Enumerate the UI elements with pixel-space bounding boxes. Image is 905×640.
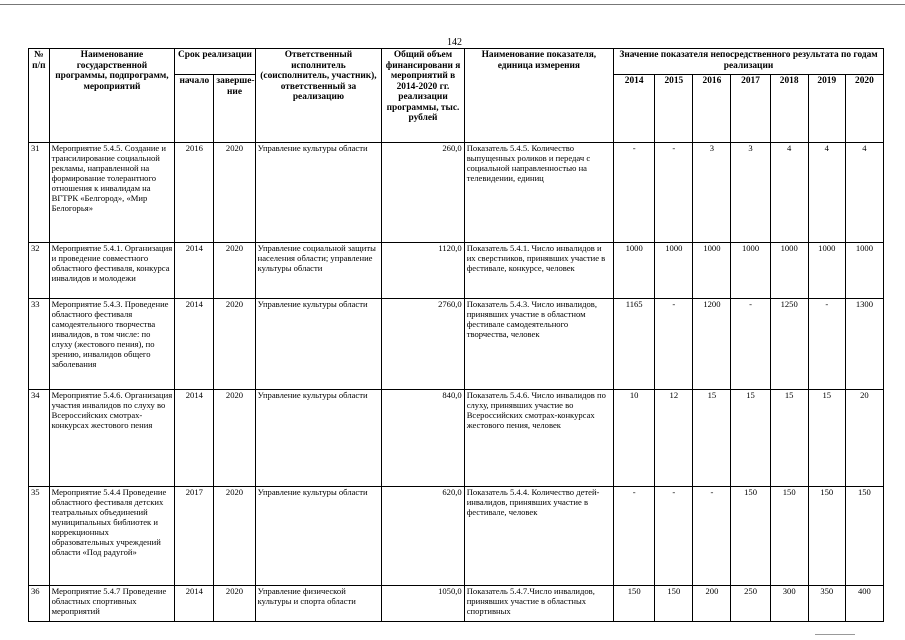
header-year: 2015 bbox=[655, 75, 693, 143]
header-num: № п/п bbox=[29, 49, 50, 143]
row-value: 4 bbox=[845, 143, 883, 243]
row-value: 150 bbox=[731, 487, 770, 586]
row-value: 15 bbox=[770, 390, 808, 487]
row-value: 15 bbox=[693, 390, 731, 487]
row-value: 200 bbox=[693, 586, 731, 622]
row-value: 1000 bbox=[614, 243, 655, 299]
row-executor: Управление физической культуры и спорта области bbox=[255, 586, 382, 622]
row-value: 20 bbox=[845, 390, 883, 487]
row-value: - bbox=[731, 299, 770, 390]
row-value: 1200 bbox=[693, 299, 731, 390]
header-year: 2018 bbox=[770, 75, 808, 143]
row-value: 15 bbox=[731, 390, 770, 487]
table-row bbox=[29, 299, 884, 390]
row-indicator: Показатель 5.4.1. Число инвалидов и их сверстников, принявших участие в фестивале, конкурсе, человек bbox=[464, 243, 613, 299]
header-budget: Общий объем финансировани я мероприятий в 2014-2020 гг. реализации программы, тыс. рублей bbox=[382, 49, 464, 143]
table-row bbox=[29, 586, 884, 622]
row-value: - bbox=[655, 487, 693, 586]
row-num: 34 bbox=[29, 390, 50, 487]
row-budget: 840,0 bbox=[382, 390, 464, 487]
row-value: - bbox=[614, 143, 655, 243]
row-value: 1000 bbox=[731, 243, 770, 299]
row-value: - bbox=[808, 299, 845, 390]
table-row bbox=[29, 143, 884, 243]
row-end: 2020 bbox=[214, 487, 255, 586]
table-row bbox=[29, 243, 884, 299]
row-value: 150 bbox=[770, 487, 808, 586]
row-value: 1250 bbox=[770, 299, 808, 390]
row-indicator: Показатель 5.4.6. Число инвалидов по слуху, принявших участие во Всероссийских смотрах-конкурсах жестового пения, человек bbox=[464, 390, 613, 487]
scan-bottom-mark bbox=[815, 634, 855, 635]
row-name: Мероприятие 5.4.3. Проведение областного фестиваля самодеятельного творчества инвалидов, в том числе: по слуху (жестового пения), по зрению, инвалидов общего заболевания bbox=[49, 299, 175, 390]
row-value: 4 bbox=[808, 143, 845, 243]
row-value: 3 bbox=[731, 143, 770, 243]
row-value: 150 bbox=[845, 487, 883, 586]
row-value: 150 bbox=[808, 487, 845, 586]
row-indicator: Показатель 5.4.5. Количество выпущенных роликов и передач с социальной направленностью на телевидении, единиц bbox=[464, 143, 613, 243]
program-table bbox=[28, 48, 884, 622]
row-value: 1000 bbox=[808, 243, 845, 299]
row-name: Мероприятие 5.4.4 Проведение областного фестиваля детских театральных объединений муниципальных библиотек и коррекционных образовательных учреждений области «Под радугой» bbox=[49, 487, 175, 586]
row-value: - bbox=[655, 143, 693, 243]
row-budget: 260,0 bbox=[382, 143, 464, 243]
row-name: Мероприятие 5.4.6. Организация участия инвалидов по слуху во Всероссийских смотрах-конкурсах жестового пения bbox=[49, 390, 175, 487]
row-num: 32 bbox=[29, 243, 50, 299]
row-start: 2016 bbox=[175, 143, 214, 243]
row-value: - bbox=[655, 299, 693, 390]
page-number: 142 bbox=[447, 37, 462, 48]
row-name: Мероприятие 5.4.7 Проведение областных спортивных мероприятий bbox=[49, 586, 175, 622]
row-end: 2020 bbox=[214, 586, 255, 622]
row-value: 1000 bbox=[655, 243, 693, 299]
row-num: 36 bbox=[29, 586, 50, 622]
row-value: 1300 bbox=[845, 299, 883, 390]
row-indicator: Показатель 5.4.7.Число инвалидов, принявших участие в областных спортивных bbox=[464, 586, 613, 622]
row-num: 31 bbox=[29, 143, 50, 243]
row-start: 2014 bbox=[175, 299, 214, 390]
header-term: Срок реализации bbox=[175, 49, 255, 75]
row-start: 2014 bbox=[175, 243, 214, 299]
row-budget: 1120,0 bbox=[382, 243, 464, 299]
row-executor: Управление культуры области bbox=[255, 299, 382, 390]
header-year: 2020 bbox=[845, 75, 883, 143]
row-value: 15 bbox=[808, 390, 845, 487]
row-start: 2014 bbox=[175, 586, 214, 622]
row-indicator: Показатель 5.4.3. Число инвалидов, принявших участие в областном фестивале самодеятельного творчества, человек bbox=[464, 299, 613, 390]
row-value: 3 bbox=[693, 143, 731, 243]
row-name: Мероприятие 5.4.1. Организация и проведение совместного областного фестиваля, конкурса инвалидов и молодежи bbox=[49, 243, 175, 299]
header-year: 2017 bbox=[731, 75, 770, 143]
row-value: 1000 bbox=[845, 243, 883, 299]
row-name: Мероприятие 5.4.5. Создание и трансилирование социальной рекламы, направленной на формирование толерантного отношения к инвалидам на ВГТРК «Белгород», «Мир Белогорья» bbox=[49, 143, 175, 243]
header-name: Наименование государственной программы, подпрограмм, мероприятий bbox=[49, 49, 175, 143]
row-indicator: Показатель 5.4.4. Количество детей-инвалидов, принявших участие в фестивале, человек bbox=[464, 487, 613, 586]
row-value: 300 bbox=[770, 586, 808, 622]
header-values-title: Значение показателя непосредственного результата по годам реализации bbox=[614, 49, 884, 75]
row-end: 2020 bbox=[214, 390, 255, 487]
row-value: 10 bbox=[614, 390, 655, 487]
row-budget: 1050,0 bbox=[382, 586, 464, 622]
row-value: 1000 bbox=[693, 243, 731, 299]
header-year: 2019 bbox=[808, 75, 845, 143]
row-end: 2020 bbox=[214, 243, 255, 299]
row-end: 2020 bbox=[214, 299, 255, 390]
row-executor: Управление социальной защиты населения области; управление культуры области bbox=[255, 243, 382, 299]
row-num: 35 bbox=[29, 487, 50, 586]
scan-top-edge bbox=[0, 4, 905, 5]
row-executor: Управление культуры области bbox=[255, 487, 382, 586]
header-end: заверше-ние bbox=[214, 75, 255, 143]
header-year: 2016 bbox=[693, 75, 731, 143]
row-value: 150 bbox=[614, 586, 655, 622]
row-value: - bbox=[693, 487, 731, 586]
row-value: 1165 bbox=[614, 299, 655, 390]
row-num: 33 bbox=[29, 299, 50, 390]
header-start: начало bbox=[175, 75, 214, 143]
row-value: 150 bbox=[655, 586, 693, 622]
table-row bbox=[29, 390, 884, 487]
header-executor: Ответственный исполнитель (соисполнитель, участник), ответственный за реализацию bbox=[255, 49, 382, 143]
row-value: 400 bbox=[845, 586, 883, 622]
row-start: 2014 bbox=[175, 390, 214, 487]
row-value: 4 bbox=[770, 143, 808, 243]
row-end: 2020 bbox=[214, 143, 255, 243]
table-row bbox=[29, 487, 884, 586]
header-year: 2014 bbox=[614, 75, 655, 143]
row-value: 250 bbox=[731, 586, 770, 622]
row-budget: 2760,0 bbox=[382, 299, 464, 390]
row-value: - bbox=[614, 487, 655, 586]
row-budget: 620,0 bbox=[382, 487, 464, 586]
row-executor: Управление культуры области bbox=[255, 390, 382, 487]
row-start: 2017 bbox=[175, 487, 214, 586]
row-value: 12 bbox=[655, 390, 693, 487]
row-value: 1000 bbox=[770, 243, 808, 299]
row-value: 350 bbox=[808, 586, 845, 622]
header-indicator: Наименование показателя, единица измерения bbox=[464, 49, 613, 143]
row-executor: Управление культуры области bbox=[255, 143, 382, 243]
